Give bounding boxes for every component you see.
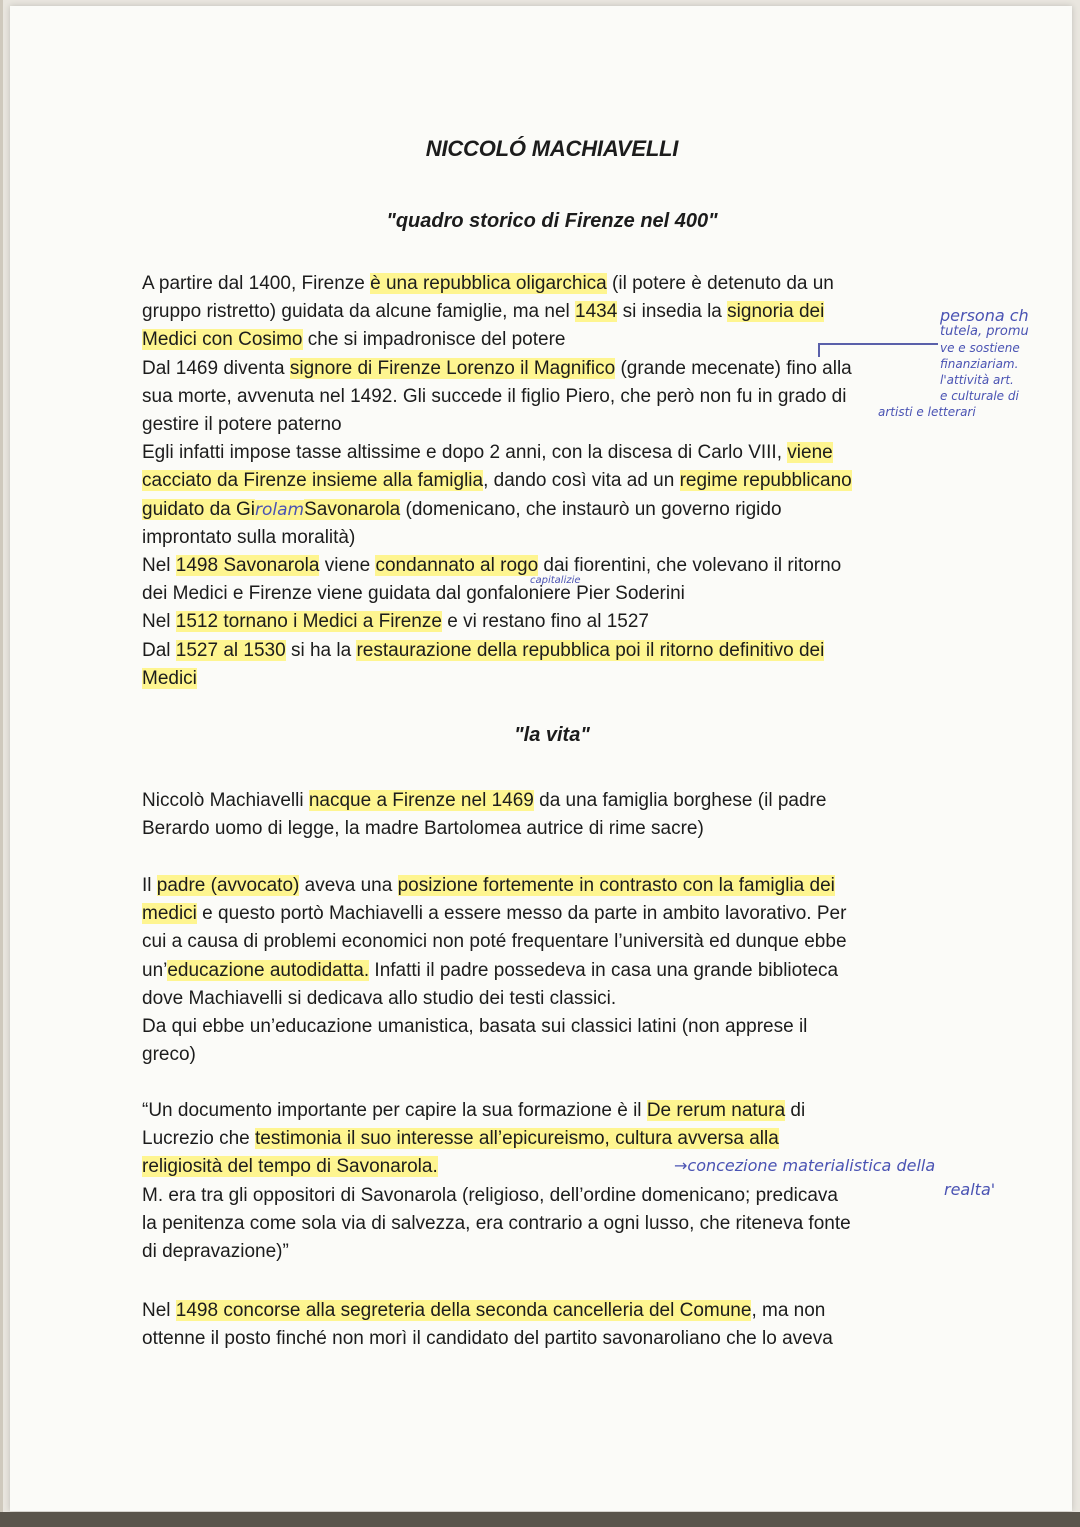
highlight: testimonia il suo interesse all’epicureismo, cultura avversa alla bbox=[255, 1128, 779, 1150]
text-line: Niccolò Machiavelli nacque a Firenze nel 1469 da una famiglia borghese (il padre bbox=[142, 790, 827, 811]
highlight: Medici bbox=[142, 667, 197, 689]
text-line: sua morte, avvenuta nel 1492. Gli succede il figlio Piero, che però non fu in grado di bbox=[142, 385, 847, 407]
highlight: guidato da Gi bbox=[142, 498, 256, 520]
text-line: ottenne il posto finché non morì il candidato del partito savonaroliano che lo aveva bbox=[142, 1328, 833, 1350]
highlight: signore di Firenze Lorenzo il Magnifico bbox=[289, 357, 616, 379]
text-line: Dal 1527 al 1530 si ha la restaurazione della repubblica poi il ritorno definitivo dei bbox=[142, 639, 825, 661]
text-line: Berardo uomo di legge, la madre Bartolomea autrice di rime sacre) bbox=[142, 818, 704, 840]
highlight: educazione autodidatta. bbox=[167, 959, 370, 981]
highlight: è una repubblica oligarchica bbox=[370, 273, 607, 294]
handwritten-insert: rolam bbox=[255, 499, 305, 520]
section-heading-historical: "quadro storico di Firenze nel 400" bbox=[386, 210, 718, 232]
text-line: un’educazione autodidatta. Infatti il padre possedeva in casa una grande biblioteca bbox=[142, 959, 839, 981]
text-line: gestire il potere paterno bbox=[142, 414, 342, 436]
text-line: di depravazione)” bbox=[142, 1241, 289, 1263]
highlight: medici bbox=[142, 903, 197, 925]
handwritten-pointer-line bbox=[818, 343, 938, 345]
text-line bbox=[142, 665, 962, 693]
highlight: cacciato da Firenze insieme alla famiglia bbox=[142, 470, 484, 492]
text-line: cui a causa di problemi economici non poté frequentare l’università ed dunque ebbe bbox=[142, 931, 847, 953]
highlight: 1434 bbox=[575, 301, 618, 323]
paragraph-quote bbox=[142, 1097, 962, 1266]
text-line: dei Medici e Firenze viene guidata dal gonfaloniere Pier Soderini bbox=[142, 583, 685, 605]
highlight: 1512 tornano i Medici a Firenze bbox=[175, 611, 442, 633]
highlight: viene bbox=[787, 442, 833, 464]
text-line: improntato sulla moralità) bbox=[142, 526, 356, 548]
paragraph-chancellery bbox=[142, 1297, 962, 1353]
text-line: M. era tra gli oppositori di Savonarola (religioso, dell’ordine domenicano; predicava bbox=[142, 1184, 838, 1206]
highlight: condannato al rogo bbox=[375, 555, 539, 577]
text-line: Lucrezio che testimonia il suo interesse all’epicureismo, cultura avversa alla bbox=[142, 1128, 779, 1150]
text-line: greco) bbox=[142, 1044, 196, 1066]
highlight: religiosità del tempo di Savonarola. bbox=[142, 1156, 438, 1178]
scan-left-edge bbox=[0, 0, 3, 1527]
page-title: NICCOLÓ MACHIAVELLI bbox=[425, 136, 679, 161]
text-line: Nel 1512 tornano i Medici a Firenze e vi restano fino al 1527 bbox=[142, 611, 649, 633]
document-page bbox=[10, 6, 1072, 1511]
highlight: 1498 Savonarola bbox=[175, 555, 320, 577]
text-line: Da qui ebbe un’educazione umanistica, basata sui classici latini (non apprese il bbox=[142, 1016, 808, 1038]
text-line: cacciato da Firenze insieme alla famiglia, dando così vita ad un regime repubblicano bbox=[142, 470, 852, 492]
handwritten-note-above-gonfaloniere: capitalizie bbox=[530, 575, 581, 586]
highlight: 1527 al 1530 bbox=[175, 639, 286, 661]
handwritten-note-realta: realta' bbox=[944, 1180, 996, 1199]
text-line: Nel 1498 concorse alla segreteria della seconda cancelleria del Comune, ma non bbox=[142, 1300, 826, 1321]
paragraph-father bbox=[142, 872, 962, 1069]
handwritten-margin-note: persona ch tutela, promu ve e sostiene finanziariam. l'attività art. e culturale di artisti e letterari bbox=[878, 306, 1029, 419]
highlight: signoria dei bbox=[727, 301, 825, 323]
paragraph-historical-context bbox=[142, 270, 962, 693]
highlight: De rerum natura bbox=[646, 1100, 786, 1121]
highlight: posizione fortemente in contrasto con la famiglia dei bbox=[397, 875, 835, 896]
highlight: padre (avvocato) bbox=[156, 875, 300, 896]
text-line: Dal 1469 diventa signore di Firenze Lorenzo il Magnifico (grande mecenate) fino alla bbox=[142, 357, 852, 379]
section-heading-life: "la vita" bbox=[514, 724, 590, 746]
text-line: “Un documento importante per capire la sua formazione è il De rerum natura di bbox=[142, 1100, 806, 1121]
text-line: Egli infatti impose tasse altissime e dopo 2 anni, con la discesa di Carlo VIII, viene bbox=[142, 442, 833, 464]
text-line: A partire dal 1400, Firenze è una repubblica oligarchica (il potere è detenuto da un bbox=[142, 273, 834, 294]
handwritten-note-concezione: →concezione materialistica della bbox=[674, 1156, 936, 1175]
highlight: regime repubblicano bbox=[679, 470, 852, 492]
text-line: Nel 1498 Savonarola viene condannato al rogo dai fiorentini, che volevano il ritorno bbox=[142, 555, 842, 577]
scan-bottom-edge bbox=[0, 1512, 1080, 1527]
highlight: 1498 concorse alla segreteria della seconda cancelleria del Comune bbox=[175, 1300, 752, 1321]
highlight: Medici con Cosimo bbox=[142, 329, 303, 351]
text-line: Medici con Cosimo che si impadronisce del potere bbox=[142, 329, 566, 351]
highlight: restaurazione della repubblica poi il ritorno definitivo dei bbox=[356, 639, 825, 661]
text-line: gruppo ristretto) guidata da alcune famiglie, ma nel 1434 si insedia la signoria dei bbox=[142, 301, 825, 323]
handwritten-pointer-tick bbox=[818, 345, 820, 357]
paragraph-birth bbox=[142, 787, 962, 843]
text-line: la penitenza come sola via di salvezza, era contrario a ogni lusso, che riteneva fonte bbox=[142, 1212, 851, 1234]
text-line: dove Machiavelli si dedicava allo studio dei testi classici. bbox=[142, 987, 617, 1009]
text-line: Il padre (avvocato) aveva una posizione fortemente in contrasto con la famiglia dei bbox=[142, 875, 835, 896]
highlight: nacque a Firenze nel 1469 bbox=[308, 790, 534, 811]
highlight: Savonarola bbox=[304, 498, 401, 520]
text-line: medici e questo portò Machiavelli a essere messo da parte in ambito lavorativo. Per bbox=[142, 903, 847, 925]
text-line: guidato da GirolamSavonarola (domenicano, che instaurò un governo rigido bbox=[142, 498, 782, 520]
